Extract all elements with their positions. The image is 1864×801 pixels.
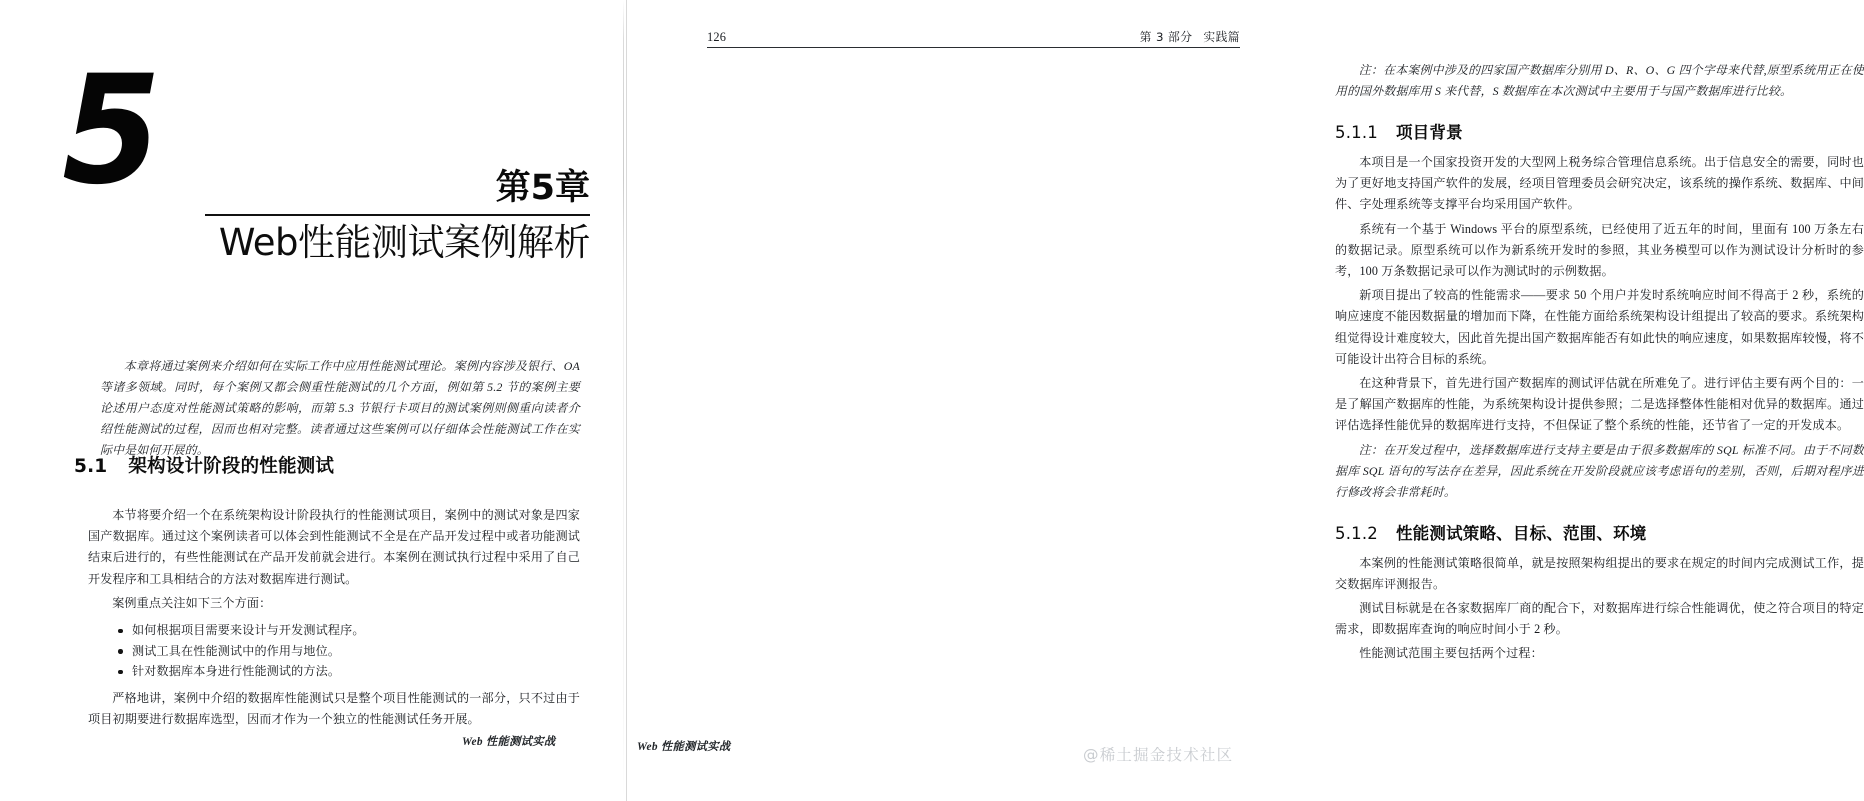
part-label: 第 3 部分 [1139,30,1193,44]
left-page [0,0,627,801]
chapter-rule [205,214,590,216]
body-paragraph: 测试目标就是在各家数据库厂商的配合下，对数据库进行综合性能调优，使之符合项目的特定需求，即数据库查询的响应时间小于 2 秒。 [1335,601,1864,637]
body-paragraph: 本案例的性能测试策略很简单，就是按照架构组提出的要求在规定的时间内完成测试工作，提交数据库评测报告。 [1335,555,1864,591]
right-page-body [1335,60,1864,668]
body-paragraph: 本节将要介绍一个在系统架构设计阶段执行的性能测试项目，案例中的测试对象是四家国产数据库。通过这个案例读者可以体会到性能测试不全是在产品开发过程中或者功能测试结束后进行的，有些性能测试在产品开发前就会进行。本案例在测试执行过程中采用了自己开发程序和工具相结合的方法对数据库进行测试。 [88,508,580,586]
chapter-label: 第5章 [495,168,590,208]
body-paragraph: 系统有一个基于 Windows 平台的原型系统，已经使用了近五年的时间，里面有 100 万条左右的数据记录。原型系统可以作为新系统开发时的参照，其业务模型可以作为测试设计分析时的参考，100 万条数据记录可以作为测试时的示例数据。 [1335,221,1864,279]
body-paragraph: 在这种背景下，首先进行国产数据库的测试评估就在所难免了。进行评估主要有两个目的：一是了解国产数据库的性能，为系统架构设计提供参照；二是选择整体性能相对优异的数据库。通过评估选择性能优异的数据库进行支持，不但保证了整个系统的性能，还节省了一定的开发成本。 [1335,376,1864,433]
chapter-title: Web性能测试案例解析 [218,220,590,264]
site-watermark: @稀土掘金技术社区 [1083,746,1234,764]
section-heading-5-1-2 [1335,520,1864,544]
body-paragraph: 本项目是一个国家投资开发的大型网上税务综合管理信息系统。出于信息安全的需要，同时也为了更好地支持国产软件的发展，经项目管理委员会研究决定，该系统的操作系统、数据库、中间件、字处理系统等支撑平台均采用国产软件。 [1335,155,1864,212]
page-footer-right: Web 性能测试实战 [637,741,731,753]
list-item: 针对数据库本身进行性能测试的方法。 [88,661,580,682]
section-title: 架构设计阶段的性能测试 [128,456,335,477]
running-head-title [1140,28,1240,45]
chapter-intro [100,356,580,464]
body-paragraph: 案例重点关注如下三个方面： [112,595,272,610]
chapter-heading-block [205,170,590,263]
body-paragraph: 性能测试范围主要包括两个过程： [1359,646,1543,661]
subsection-number: 5.1.1 [1335,123,1378,142]
page-number: 126 [707,30,727,44]
chapter-intro-paragraph: 本章将通过案例来介绍如何在实际工作中应用性能测试理论。案例内容涉及银行、OA等诸多领域。同时，每个案例又都会侧重性能测试的几个方面，例如第 5.2 节的案例主要论述用户态度对性能测试策略的影响，而第 5.3 节银行卡项目的测试案例则侧重向读者介绍性能测试的过程，因而也相对完整。读者通过这些案例可以仔细体会性能测试工作在实际中是如何开展的。 [100,359,580,457]
note-paragraph: 注：在本案例中涉及的四家国产数据库分别用 D、R、O、G 四个字母来代替,原型系统用正在使用的国外数据库用 S 来代替，S 数据库在本次测试中主要用于与国产数据库进行比较。 [1335,63,1864,98]
part-title: 实践篇 [1203,30,1240,44]
focus-bullet-list [88,620,580,682]
subsection-title: 项目背景 [1395,123,1463,142]
page-footer-left: Web 性能测试实战 [462,736,556,748]
left-page-body [88,505,580,733]
running-head [627,28,1257,45]
right-page [627,0,1864,801]
body-paragraph: 严格地讲，案例中介绍的数据库性能测试只是整个项目性能测试的一部分，只不过由于项目初期要进行数据库选型，因而才作为一个独立的性能测试任务开展。 [88,690,580,726]
section-heading-5-1 [74,452,334,478]
note-paragraph: 注：在开发过程中，选择数据库进行支持主要是由于很多数据库的 SQL 标准不同。由于不同数据库 SQL 语句的写法存在差异，因此系统在开发阶段就应该考虑语句的差别，否则，后期对程序进行修改将会非常耗时。 [1335,442,1864,499]
list-item: 如何根据项目需要来设计与开发测试程序。 [88,620,580,641]
chapter-numeral: 5 [62,44,156,218]
list-item: 测试工具在性能测试中的作用与地位。 [88,641,580,662]
subsection-title: 性能测试策略、目标、范围、环境 [1395,523,1647,543]
body-paragraph: 新项目提出了较高的性能需求——要求 50 个用户并发时系统响应时间不得高于 2 秒，系统的响应速度不能因数据量的增加而下降，在性能方面给系统架构设计组提出了较高的要求。系统架构组觉得设计难度较大，因此首先提出国产数据库能否有如此快的响应速度，如果数据库较慢，将不可能设计出符合目标的系统。 [1335,288,1864,366]
section-heading-5-1-1 [1335,119,1864,143]
subsection-number: 5.1.2 [1335,523,1378,543]
section-number: 5.1 [74,456,108,477]
running-head-rule [707,47,1240,48]
